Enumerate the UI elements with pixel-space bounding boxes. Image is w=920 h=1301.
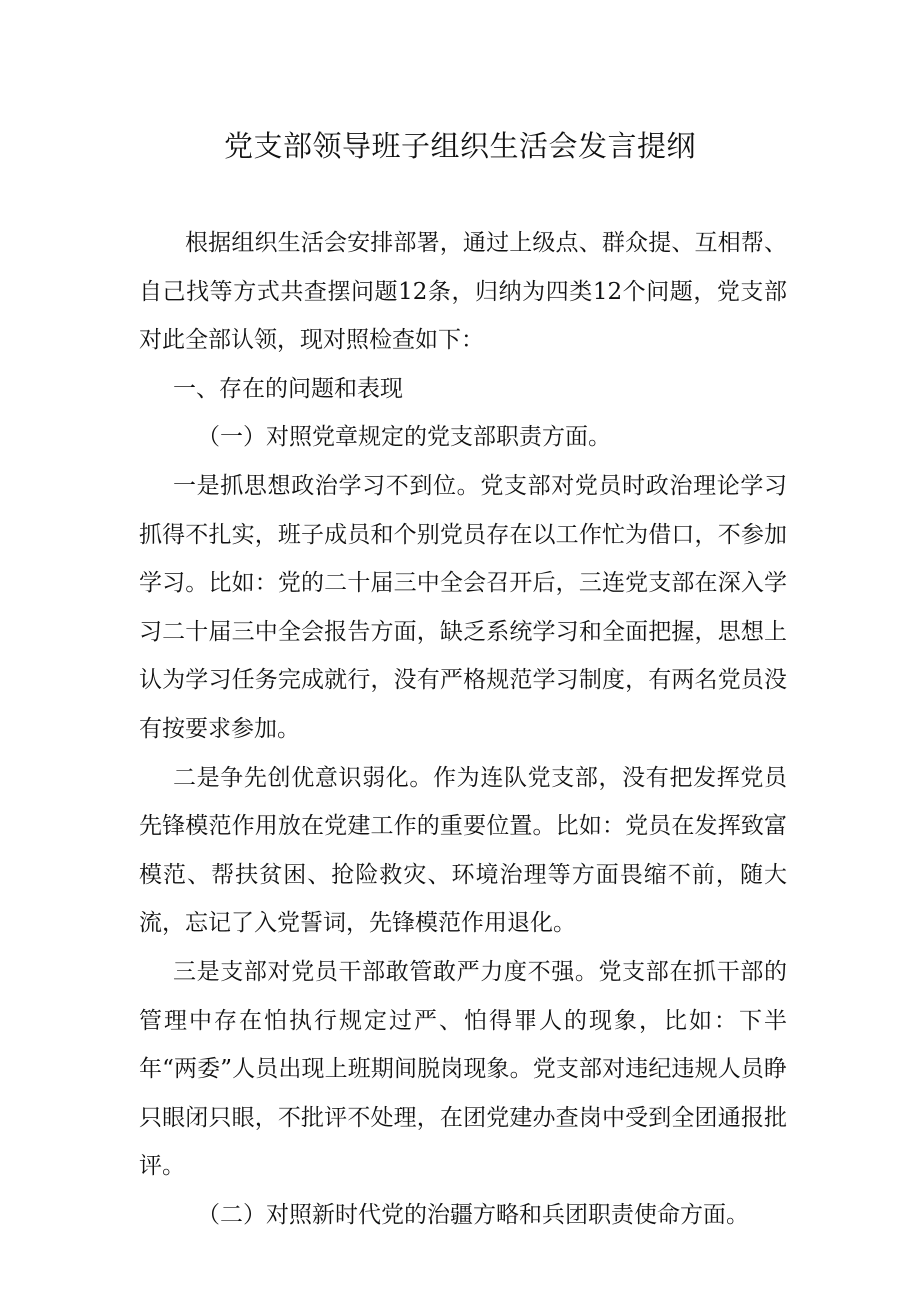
issue-paragraph: 二是争先创优意识弱化。作为连队党支部，没有把发挥党员先锋模范作用放在党建工作的重要位置。比如：党员在发挥致富模范、帮扶贫困、抢险救灾、环境治理等方面畏缩不前，随大流，忘记了入党誓词，先锋模范作用退化。 — [139, 764, 787, 937]
subsection-heading: （一）对照党章规定的党支部职责方面。 — [197, 424, 611, 451]
document-title: 党支部领导班子组织生活会发言提纲 — [223, 129, 696, 163]
document-body — [139, 219, 787, 1239]
issue-paragraph: 三是支部对党员干部敢管敢严力度不强。党支部在抓干部的管理中存在怕执行规定过严、怕得罪人的现象，比如：下半年“两委”人员出现上班期间脱岗现象。党支部对违纪违规人员睁只眼闭只眼，不批评不处理，在团党建办查岗中受到全团通报批评。 — [139, 958, 787, 1180]
subsection-heading: （二）对照新时代党的治疆方略和兵团职责使命方面。 — [197, 1201, 749, 1228]
section-heading: 一、存在的问题和表现 — [173, 375, 403, 402]
intro-paragraph: 根据组织生活会安排部署，通过上级点、群众提、互相帮、自己找等方式共查摆问题12条，归纳为四类12个问题，党支部对此全部认领，现对照检查如下： — [139, 230, 787, 354]
issue-paragraph: 一是抓思想政治学习不到位。党支部对党员时政治理论学习抓得不扎实，班子成员和个别党员存在以工作忙为借口，不参加学习。比如：党的二十届三中全会召开后，三连党支部在深入学习二十届三中全会报告方面，缺乏系统学习和全面把握，思想上认为学习任务完成就行，没有严格规范学习制度，有两名党员没有按要求参加。 — [139, 472, 787, 742]
